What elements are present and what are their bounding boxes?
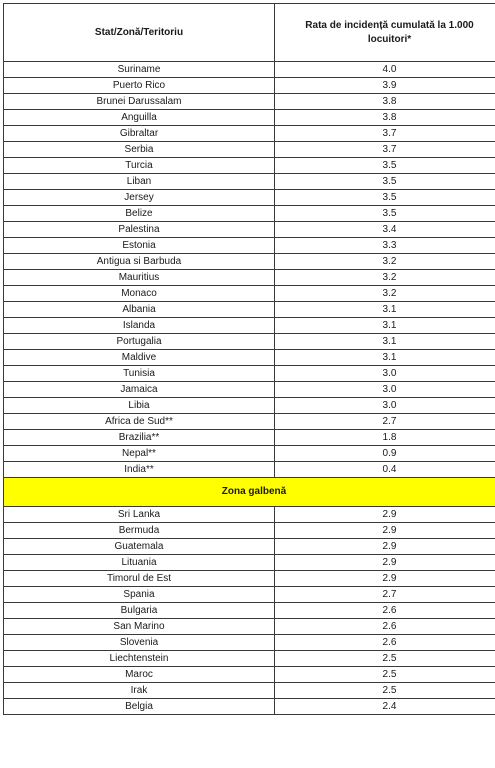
- table-row: [4, 382, 495, 398]
- table-row: [4, 126, 495, 142]
- country-cell: Brazilia**: [4, 430, 275, 446]
- header-country: Stat/Zonă/Teritoriu: [4, 4, 275, 62]
- table-row: [4, 94, 495, 110]
- table-row: [4, 62, 495, 78]
- table-row: [4, 414, 495, 430]
- rate-cell: 2.6: [275, 619, 495, 635]
- country-cell: Anguilla: [4, 110, 275, 126]
- rate-cell: 3.2: [275, 286, 495, 302]
- table-row: [4, 110, 495, 126]
- table-row: [4, 507, 495, 523]
- country-cell: Albania: [4, 302, 275, 318]
- rate-cell: 1.8: [275, 430, 495, 446]
- rate-cell: 3.8: [275, 94, 495, 110]
- table-row: [4, 398, 495, 414]
- country-cell: Palestina: [4, 222, 275, 238]
- table-row: [4, 78, 495, 94]
- incidence-table-page: [3, 3, 478, 715]
- rate-cell: 4.0: [275, 62, 495, 78]
- country-cell: San Marino: [4, 619, 275, 635]
- country-cell: Libia: [4, 398, 275, 414]
- country-cell: Slovenia: [4, 635, 275, 651]
- rate-cell: 3.5: [275, 206, 495, 222]
- incidence-table: [3, 3, 495, 715]
- rate-cell: 3.0: [275, 398, 495, 414]
- table-row: [4, 683, 495, 699]
- rate-cell: 2.7: [275, 587, 495, 603]
- rate-cell: 2.4: [275, 699, 495, 715]
- country-cell: Jamaica: [4, 382, 275, 398]
- table-row: [4, 142, 495, 158]
- country-cell: Irak: [4, 683, 275, 699]
- rate-cell: 3.0: [275, 382, 495, 398]
- table-row: [4, 350, 495, 366]
- table-header-row: [4, 4, 495, 62]
- rate-cell: 3.7: [275, 142, 495, 158]
- country-cell: Portugalia: [4, 334, 275, 350]
- country-cell: Belize: [4, 206, 275, 222]
- table-row: [4, 555, 495, 571]
- table-row: [4, 571, 495, 587]
- table-row: [4, 619, 495, 635]
- rate-cell: 3.1: [275, 334, 495, 350]
- zone-section: [4, 478, 495, 507]
- country-cell: Africa de Sud**: [4, 414, 275, 430]
- table-row: [4, 270, 495, 286]
- rate-cell: 3.0: [275, 366, 495, 382]
- country-cell: Monaco: [4, 286, 275, 302]
- country-cell: Tunisia: [4, 366, 275, 382]
- rate-cell: 2.6: [275, 635, 495, 651]
- rate-cell: 3.5: [275, 174, 495, 190]
- rate-cell: 3.1: [275, 318, 495, 334]
- table-row: [4, 190, 495, 206]
- header-rate: Rata de incidență cumulată la 1.000 locuitori*: [275, 4, 495, 62]
- rate-cell: 2.5: [275, 651, 495, 667]
- country-cell: Guatemala: [4, 539, 275, 555]
- table-row: [4, 334, 495, 350]
- country-cell: Timorul de Est: [4, 571, 275, 587]
- rate-cell: 0.4: [275, 462, 495, 478]
- rate-cell: 3.1: [275, 350, 495, 366]
- table-row: [4, 174, 495, 190]
- country-cell: Jersey: [4, 190, 275, 206]
- rate-cell: 3.5: [275, 190, 495, 206]
- table-row: [4, 446, 495, 462]
- table-row: [4, 254, 495, 270]
- rate-cell: 2.9: [275, 507, 495, 523]
- table-body-yellow: [4, 507, 495, 715]
- rate-cell: 2.5: [275, 667, 495, 683]
- zone-label: Zona galbenă: [4, 478, 495, 507]
- table-row: [4, 635, 495, 651]
- country-cell: Antigua si Barbuda: [4, 254, 275, 270]
- country-cell: Brunei Darussalam: [4, 94, 275, 110]
- table-row: [4, 206, 495, 222]
- table-row: [4, 462, 495, 478]
- rate-cell: 2.9: [275, 555, 495, 571]
- table-row: [4, 286, 495, 302]
- table-row: [4, 318, 495, 334]
- country-cell: Maroc: [4, 667, 275, 683]
- country-cell: Maldive: [4, 350, 275, 366]
- country-cell: Puerto Rico: [4, 78, 275, 94]
- country-cell: Serbia: [4, 142, 275, 158]
- country-cell: Suriname: [4, 62, 275, 78]
- country-cell: Islanda: [4, 318, 275, 334]
- country-cell: Bulgaria: [4, 603, 275, 619]
- table-body-red: [4, 62, 495, 478]
- country-cell: Turcia: [4, 158, 275, 174]
- table-row: [4, 651, 495, 667]
- rate-cell: 2.9: [275, 539, 495, 555]
- table-row: [4, 667, 495, 683]
- table-row: [4, 302, 495, 318]
- table-row: [4, 587, 495, 603]
- rate-cell: 3.2: [275, 254, 495, 270]
- rate-cell: 3.2: [275, 270, 495, 286]
- table-row: [4, 222, 495, 238]
- rate-cell: 3.3: [275, 238, 495, 254]
- table-row: [4, 430, 495, 446]
- country-cell: Sri Lanka: [4, 507, 275, 523]
- country-cell: Belgia: [4, 699, 275, 715]
- country-cell: Lituania: [4, 555, 275, 571]
- country-cell: Liban: [4, 174, 275, 190]
- rate-cell: 0.9: [275, 446, 495, 462]
- table-row: [4, 699, 495, 715]
- zone-row-yellow: [4, 478, 495, 507]
- table-row: [4, 158, 495, 174]
- country-cell: Mauritius: [4, 270, 275, 286]
- rate-cell: 3.5: [275, 158, 495, 174]
- rate-cell: 2.5: [275, 683, 495, 699]
- rate-cell: 2.9: [275, 523, 495, 539]
- country-cell: India**: [4, 462, 275, 478]
- rate-cell: 3.8: [275, 110, 495, 126]
- country-cell: Nepal**: [4, 446, 275, 462]
- table-row: [4, 366, 495, 382]
- rate-cell: 3.1: [275, 302, 495, 318]
- rate-cell: 2.7: [275, 414, 495, 430]
- country-cell: Estonia: [4, 238, 275, 254]
- rate-cell: 2.6: [275, 603, 495, 619]
- country-cell: Liechtenstein: [4, 651, 275, 667]
- table-row: [4, 603, 495, 619]
- table-row: [4, 539, 495, 555]
- country-cell: Bermuda: [4, 523, 275, 539]
- country-cell: Spania: [4, 587, 275, 603]
- rate-cell: 3.4: [275, 222, 495, 238]
- table-row: [4, 523, 495, 539]
- rate-cell: 3.7: [275, 126, 495, 142]
- rate-cell: 3.9: [275, 78, 495, 94]
- country-cell: Gibraltar: [4, 126, 275, 142]
- table-row: [4, 238, 495, 254]
- rate-cell: 2.9: [275, 571, 495, 587]
